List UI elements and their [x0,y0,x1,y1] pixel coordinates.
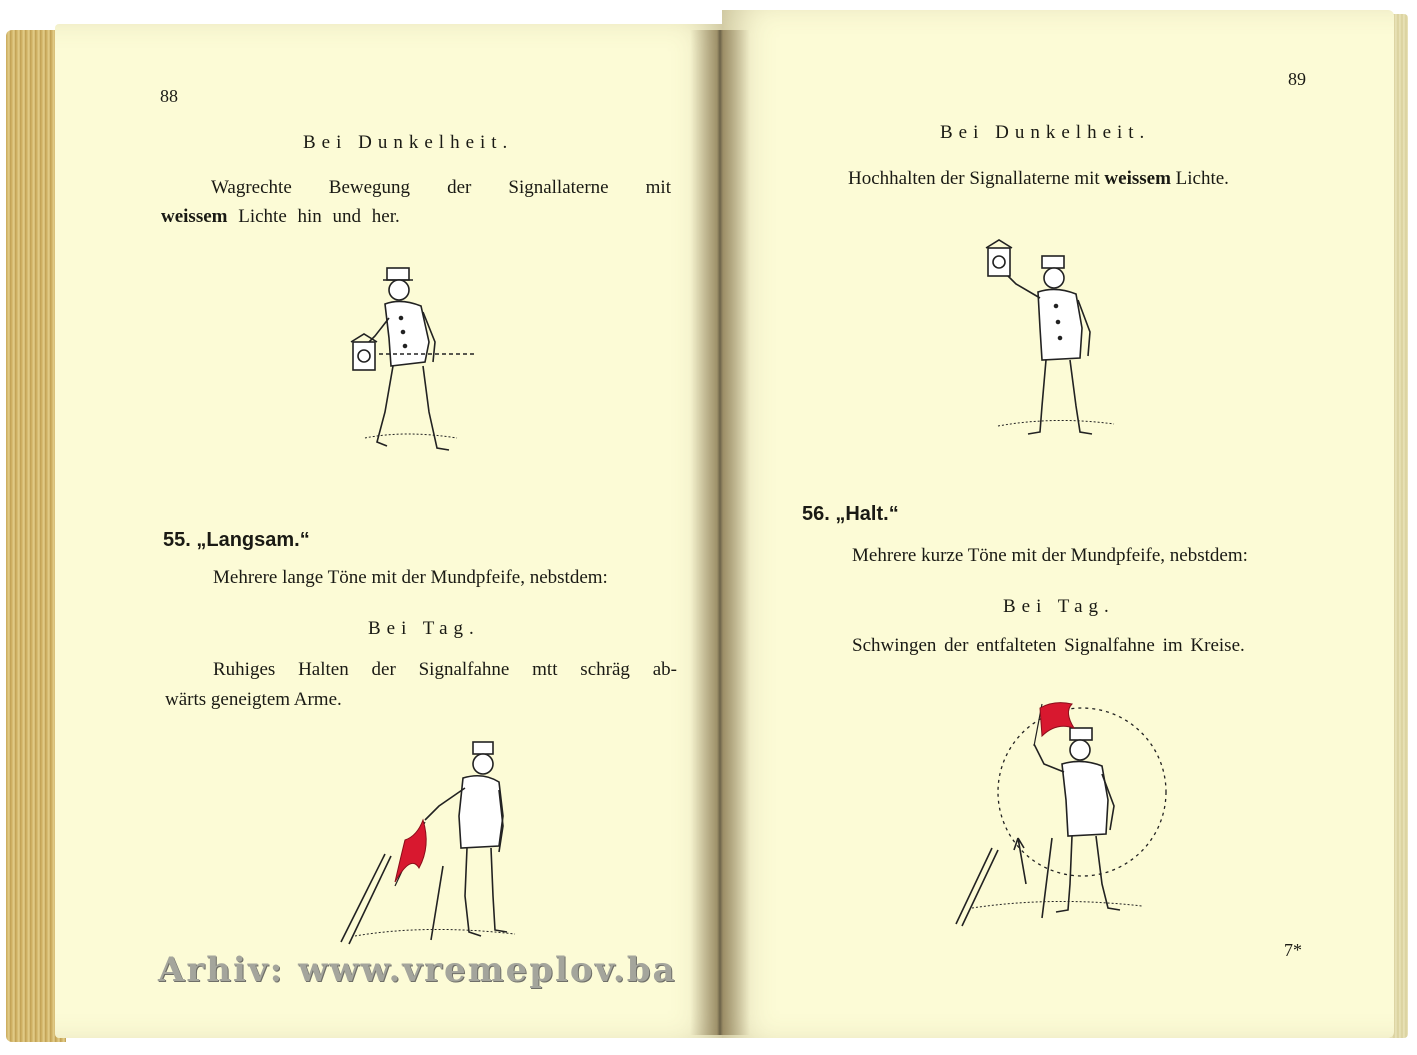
word: mtt [532,659,558,680]
night-heading: Bei Dunkelheit. [303,132,514,153]
section-title: 55. „Langsam.“ [163,529,310,551]
word: Signalfahne [418,659,510,680]
word: der [371,659,396,680]
section-intro: Mehrere lange Töne mit der Mundpfeife, nebstdem: [213,567,608,588]
right-page [722,10,1394,1038]
day-text: Schwingen der entfalteten Signalfahne im Kreise. [852,635,1245,656]
watermark: Arhiv: www.vremeplov.ba [158,950,677,990]
red-flag-icon [395,820,426,882]
section-intro: Mehrere kurze Töne mit der Mundpfeife, nebstdem: [852,545,1248,566]
page-number: 88 [160,86,178,106]
flag-circle-illustration [952,688,1172,928]
text: Lichte. [1170,168,1229,189]
day-heading: Bei Tag. [1003,596,1115,617]
night-text-line2 [161,206,400,228]
lantern-raised-illustration [984,236,1124,441]
word: Bewegung [328,177,411,198]
bold-word: weissem [1104,168,1171,189]
word: Wagrechte [211,177,292,198]
word: der [447,177,472,198]
word: Halten [298,659,349,680]
day-text-line1 [213,659,677,681]
flag-slanted-illustration [335,736,525,946]
signature-mark: 7* [1284,940,1302,960]
day-text-line2: wärts geneigtem Arme. [165,689,342,710]
day-heading: Bei Tag. [368,618,480,639]
night-text-line1 [211,177,671,199]
word: mit [645,177,671,198]
book-gutter [690,30,750,1035]
section-title: 56. „Halt.“ [802,503,899,525]
night-text [848,168,1229,190]
page-number: 89 [1288,69,1306,89]
word: schräg [580,659,630,680]
lantern-horizontal-illustration [345,262,495,462]
word: ab- [652,659,677,680]
word: Signallaterne [508,177,609,198]
word: Ruhiges [213,659,276,680]
night-heading: Bei Dunkelheit. [940,122,1151,143]
text: Hochhalten der Signallaterne mit [848,168,1105,189]
red-flag-icon [1040,703,1074,736]
bold-word: weissem [161,206,228,227]
left-page [55,24,725,1038]
text: Lichte hin und her. [238,206,400,227]
